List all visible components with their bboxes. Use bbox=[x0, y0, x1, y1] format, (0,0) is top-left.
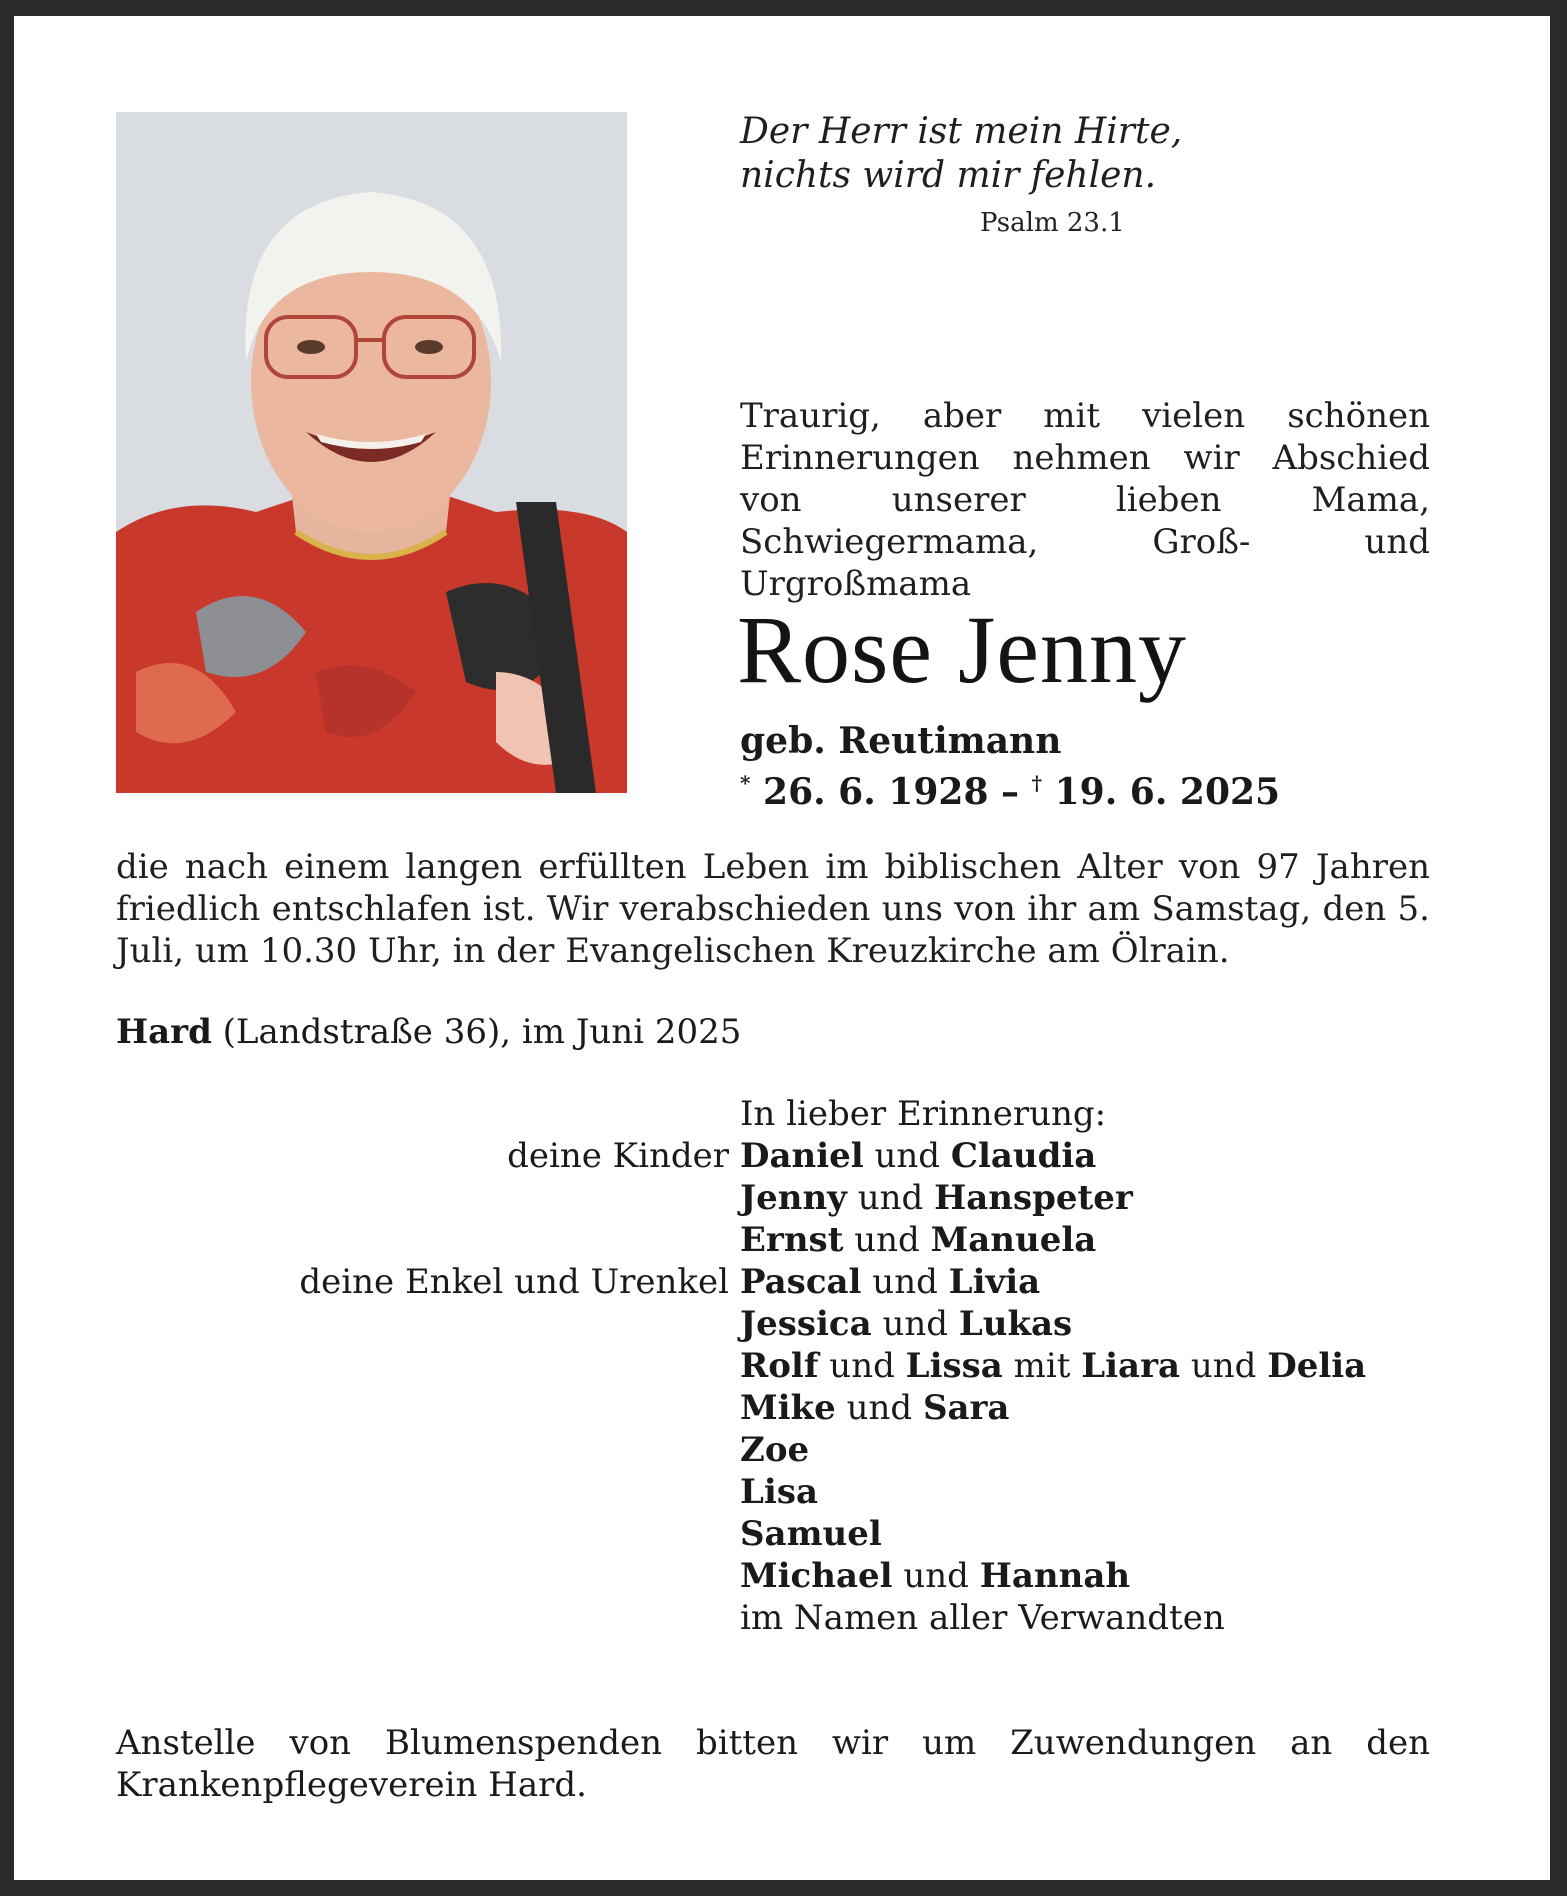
mourner-row bbox=[740, 1429, 1366, 1471]
quote-reference: Psalm 23.1 bbox=[980, 208, 1125, 238]
place-rest: (Landstraße 36), im Juni 2025 bbox=[222, 1012, 742, 1052]
grandchildren-label: deine Enkel und Urenkel bbox=[299, 1262, 729, 1302]
mourner-name: Samuel bbox=[740, 1514, 882, 1554]
mourner-name: Manuela bbox=[930, 1220, 1097, 1260]
mourner-row bbox=[740, 1345, 1366, 1387]
mourner-name: Ernst bbox=[740, 1220, 844, 1260]
mourner-connector: und bbox=[874, 1136, 941, 1176]
quote-line-1: Der Herr ist mein Hirte, bbox=[740, 111, 1183, 152]
children-label: deine Kinder bbox=[507, 1136, 729, 1176]
portrait-photo bbox=[116, 112, 627, 793]
mourner-name: Jenny bbox=[740, 1178, 847, 1218]
mourner-connector: und bbox=[1190, 1346, 1257, 1386]
birth-date: 26. 6. 1928 bbox=[763, 771, 989, 813]
mourner-connector: und bbox=[857, 1178, 924, 1218]
mourner-name: Delia bbox=[1267, 1346, 1367, 1386]
mourner-name: Livia bbox=[948, 1262, 1041, 1302]
mourner-name: Hannah bbox=[979, 1556, 1131, 1596]
mourner-connector: und bbox=[846, 1388, 913, 1428]
mourner-connector: und bbox=[882, 1304, 949, 1344]
mourner-name: Daniel bbox=[740, 1136, 864, 1176]
mourner-name: Rolf bbox=[740, 1346, 819, 1386]
mourner-row bbox=[740, 1387, 1366, 1429]
date-separator: – bbox=[1001, 771, 1020, 813]
mourner-list bbox=[740, 1135, 1366, 1639]
death-symbol: † bbox=[1031, 771, 1043, 795]
mourner-name: Mike bbox=[740, 1388, 836, 1428]
mourner-name: Hanspeter bbox=[934, 1178, 1133, 1218]
deceased-name: Rose Jenny bbox=[737, 596, 1187, 703]
mourner-name: Michael bbox=[740, 1556, 893, 1596]
mourner-row bbox=[740, 1303, 1366, 1345]
mourner-connector: mit bbox=[1013, 1346, 1071, 1386]
maiden-name: geb. Reutimann bbox=[740, 720, 1062, 762]
memory-heading: In lieber Erinnerung: bbox=[740, 1094, 1107, 1134]
mourner-row bbox=[740, 1261, 1366, 1303]
mourner-connector: und bbox=[872, 1262, 938, 1302]
mourner-name: Liara bbox=[1081, 1346, 1181, 1386]
mourner-name: Jessica bbox=[740, 1304, 872, 1344]
mourner-name: Lisa bbox=[740, 1472, 818, 1512]
mourners-closing: im Namen aller Verwandten bbox=[740, 1598, 1225, 1638]
mourner-row bbox=[740, 1471, 1366, 1513]
mourner-connector: und bbox=[854, 1220, 920, 1260]
mourner-row bbox=[740, 1555, 1366, 1597]
mourner-name: Pascal bbox=[740, 1262, 862, 1302]
mourner-name: Lissa bbox=[905, 1346, 1003, 1386]
closing-text: Anstelle von Blumenspenden bitten wir um Zuwendungen an den Krankenpflegeverein Hard. bbox=[116, 1723, 1430, 1805]
mourner-row bbox=[740, 1177, 1366, 1219]
mourner-name: Zoe bbox=[740, 1430, 810, 1470]
psalm-quote bbox=[740, 110, 1182, 198]
life-dates bbox=[740, 762, 1280, 813]
mourner-row bbox=[740, 1135, 1366, 1177]
mourner-row bbox=[740, 1219, 1366, 1261]
mourner-connector: und bbox=[903, 1556, 969, 1596]
intro-text: Traurig, aber mit vielen schönen Erinnerungen nehmen wir Abschied von unserer lieben Mama, Schwiegermama, Groß- und Urgroßmama bbox=[740, 396, 1430, 604]
place-line bbox=[116, 1011, 741, 1053]
death-date: 19. 6. 2025 bbox=[1054, 771, 1281, 813]
mourner-row bbox=[740, 1513, 1366, 1555]
mourner-name: Claudia bbox=[950, 1136, 1097, 1176]
birth-symbol: * bbox=[740, 771, 751, 795]
place-town: Hard bbox=[116, 1012, 212, 1052]
portrait-image-icon bbox=[116, 112, 627, 793]
body-text: die nach einem langen erfüllten Leben im biblischen Alter von 97 Jahren friedlich entschlafen ist. Wir verabschieden uns von ihr am Samstag, den 5. Juli, um 10.30 Uhr, in der Evangelischen Kreuzkirche am Ölrain. bbox=[116, 847, 1430, 971]
mourner-name: Sara bbox=[922, 1388, 1010, 1428]
mourner-connector: und bbox=[829, 1346, 895, 1386]
quote-line-2: nichts wird mir fehlen. bbox=[740, 155, 1157, 196]
mourner-name: Lukas bbox=[958, 1304, 1073, 1344]
